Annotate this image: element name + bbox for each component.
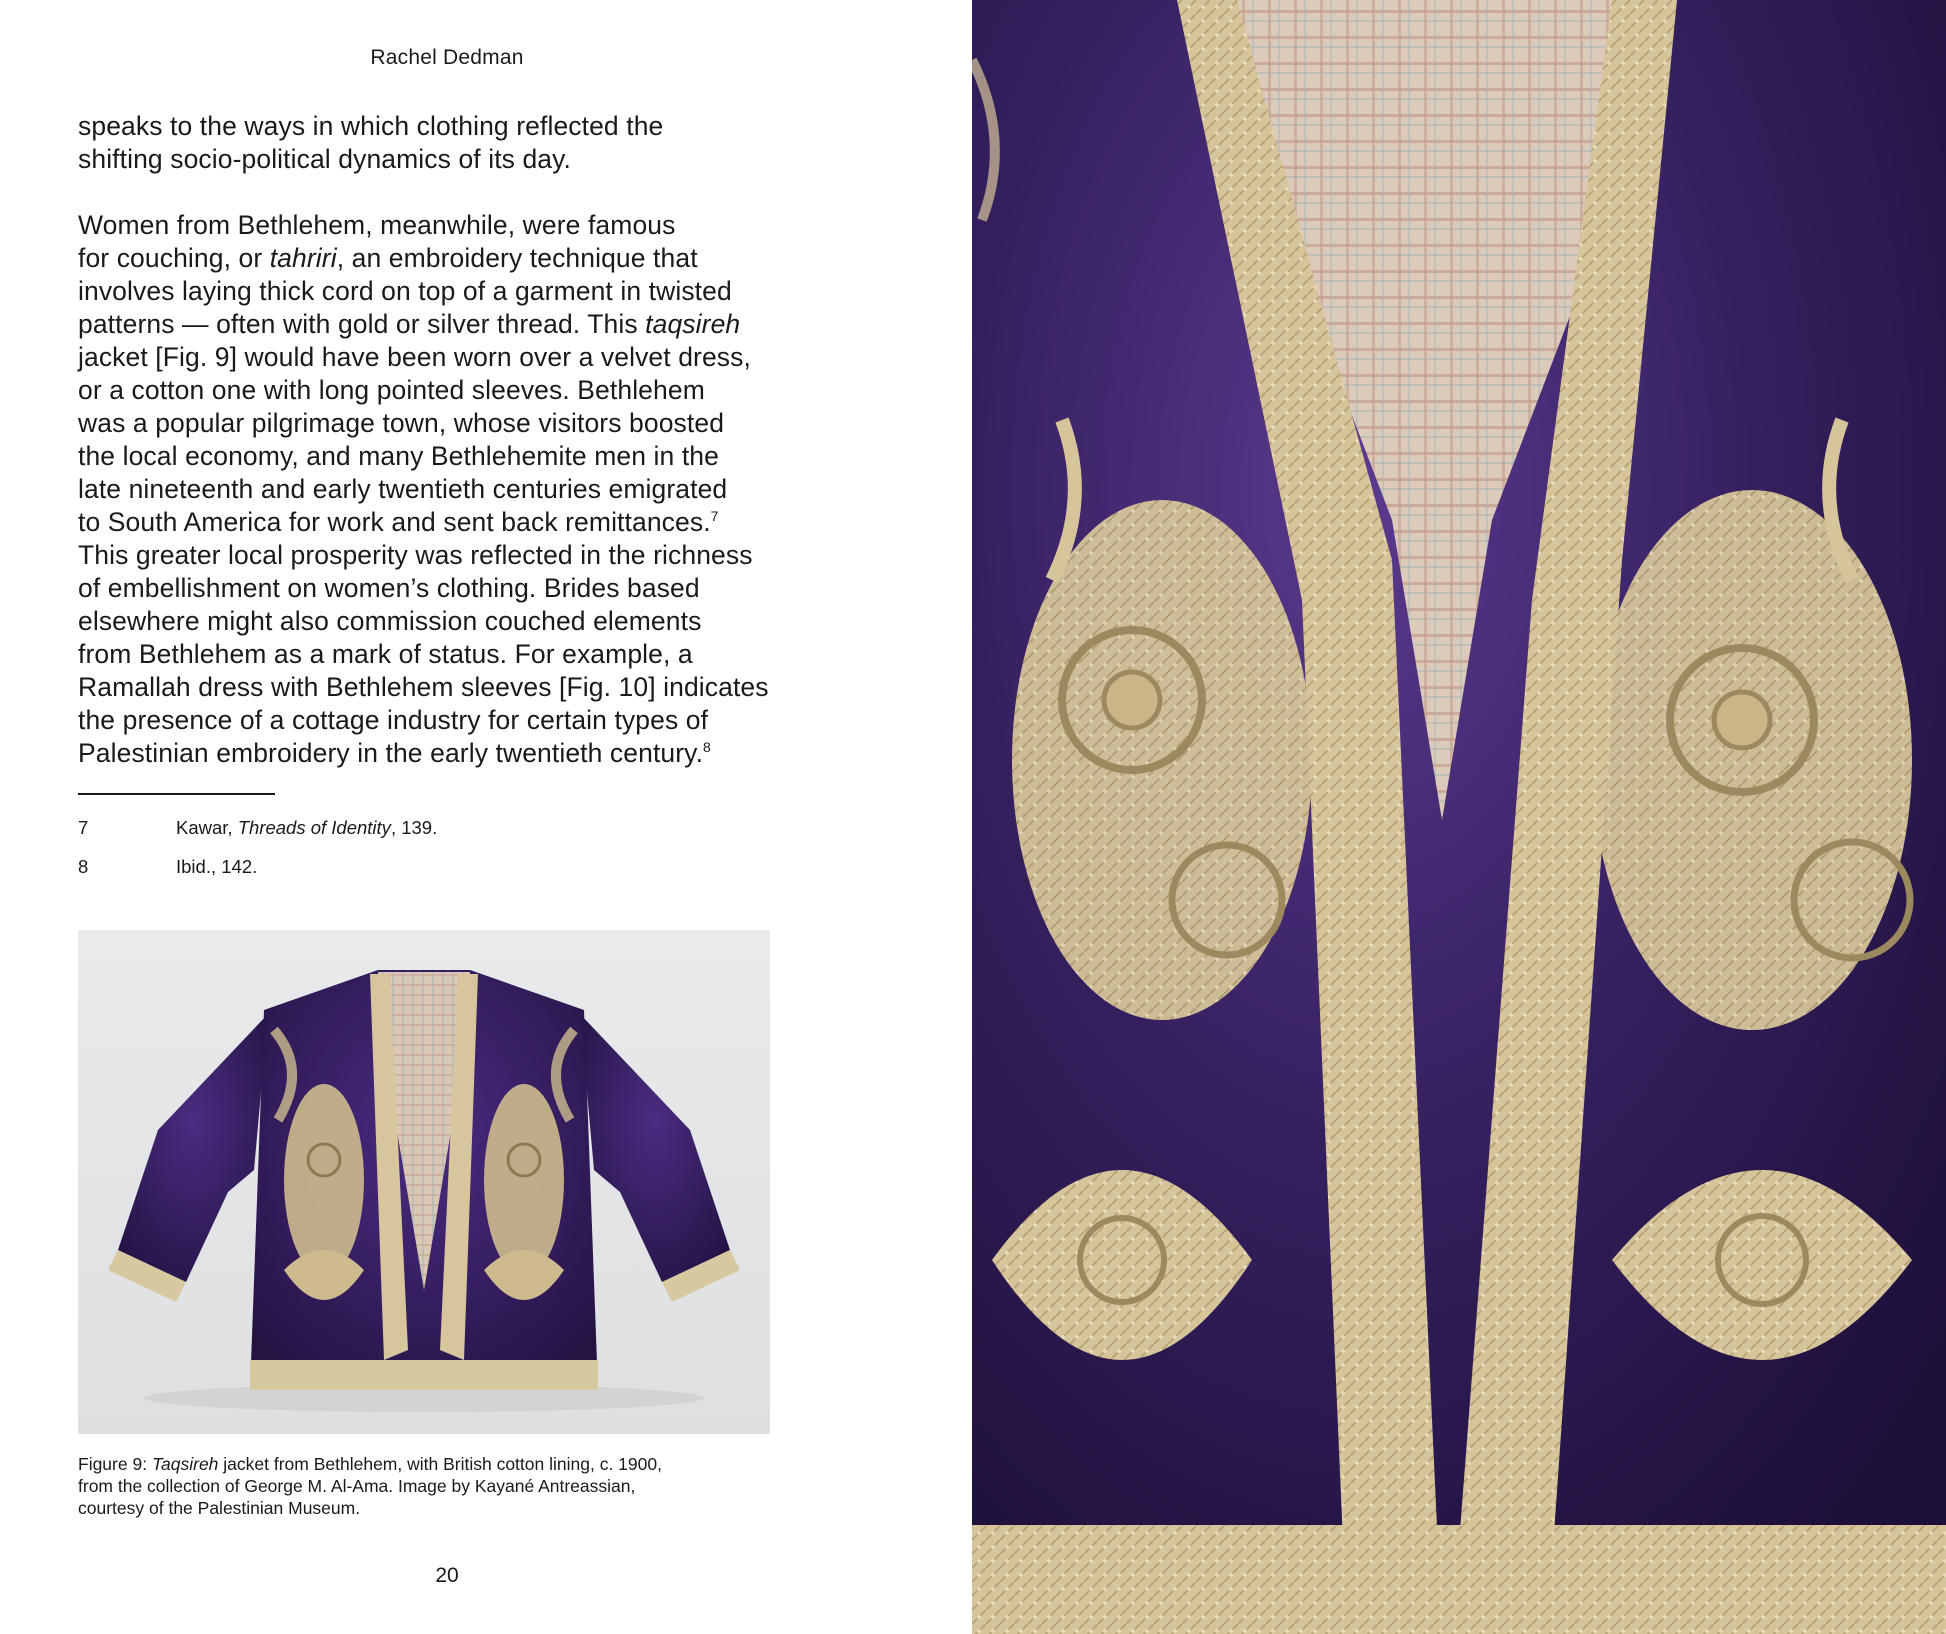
text-line: speaks to the ways in which clothing reflected the	[78, 111, 664, 141]
text-line: or a cotton one with long pointed sleeves. Bethlehem	[78, 375, 705, 405]
paragraph-2	[78, 209, 848, 770]
text-line: of embellishment on women’s clothing. Brides based	[78, 573, 700, 603]
paragraph-1	[78, 110, 848, 176]
footnote-text: Ibid., 142.	[176, 856, 258, 877]
text-line: for couching, or tahriri, an embroidery technique that	[78, 243, 698, 273]
text-line: patterns — often with gold or silver thread. This taqsireh	[78, 309, 741, 339]
body-text	[78, 110, 848, 770]
caption-line: Figure 9: Taqsireh jacket from Bethlehem, with British cotton lining, c. 1900,	[78, 1454, 662, 1474]
text-line: Ramallah dress with Bethlehem sleeves [Fig. 10] indicates	[78, 672, 769, 702]
text-line: from Bethlehem as a mark of status. For example, a	[78, 639, 693, 669]
italic-term-taqsireh: taqsireh	[645, 309, 741, 339]
text-line: jacket [Fig. 9] would have been worn over a velvet dress,	[78, 342, 751, 372]
text-line: This greater local prosperity was reflected in the richness	[78, 540, 753, 570]
footnote-number: 7	[78, 817, 89, 838]
text-line: the presence of a cottage industry for certain types of	[78, 705, 709, 735]
footnote-number: 8	[78, 856, 89, 877]
text-line: the local economy, and many Bethlehemite men in the	[78, 441, 719, 471]
caption-line: courtesy of the Palestinian Museum.	[78, 1498, 361, 1518]
right-page-detail-photo	[972, 0, 1946, 1634]
footnote-divider	[78, 793, 275, 795]
text-line: Palestinian embroidery in the early twentieth century.$^8$	[78, 738, 711, 768]
embroidery-detail-illustration	[972, 0, 1946, 1634]
footnote-ref-7[interactable]: 7	[710, 508, 719, 524]
caption-line: from the collection of George M. Al-Ama. Image by Kayané Antreassian,	[78, 1476, 636, 1496]
figure-caption	[78, 1453, 798, 1519]
left-page	[0, 0, 970, 1634]
text-line: shifting socio-political dynamics of its day.	[78, 144, 571, 174]
footnote-ref-8[interactable]: 8	[703, 739, 711, 755]
text-line: was a popular pilgrimage town, whose visitors boosted	[78, 408, 725, 438]
italic-term-tahriri: tahriri	[269, 243, 337, 273]
text-line: to South America for work and sent back remittances.$^7$	[78, 507, 719, 537]
figure-9-jacket-photo	[78, 930, 770, 1434]
running-head-author: Rachel Dedman	[370, 46, 524, 69]
text-line: late nineteenth and early twentieth centuries emigrated	[78, 474, 728, 504]
text-line: elsewhere might also commission couched elements	[78, 606, 702, 636]
jacket-illustration	[78, 930, 770, 1434]
page-number: 20	[435, 1564, 459, 1587]
text-line: involves laying thick cord on top of a garment in twisted	[78, 276, 732, 306]
text-line: Women from Bethlehem, meanwhile, were famous	[78, 210, 676, 240]
footnote-text: Kawar, Threads of Identity, 139.	[176, 817, 438, 838]
